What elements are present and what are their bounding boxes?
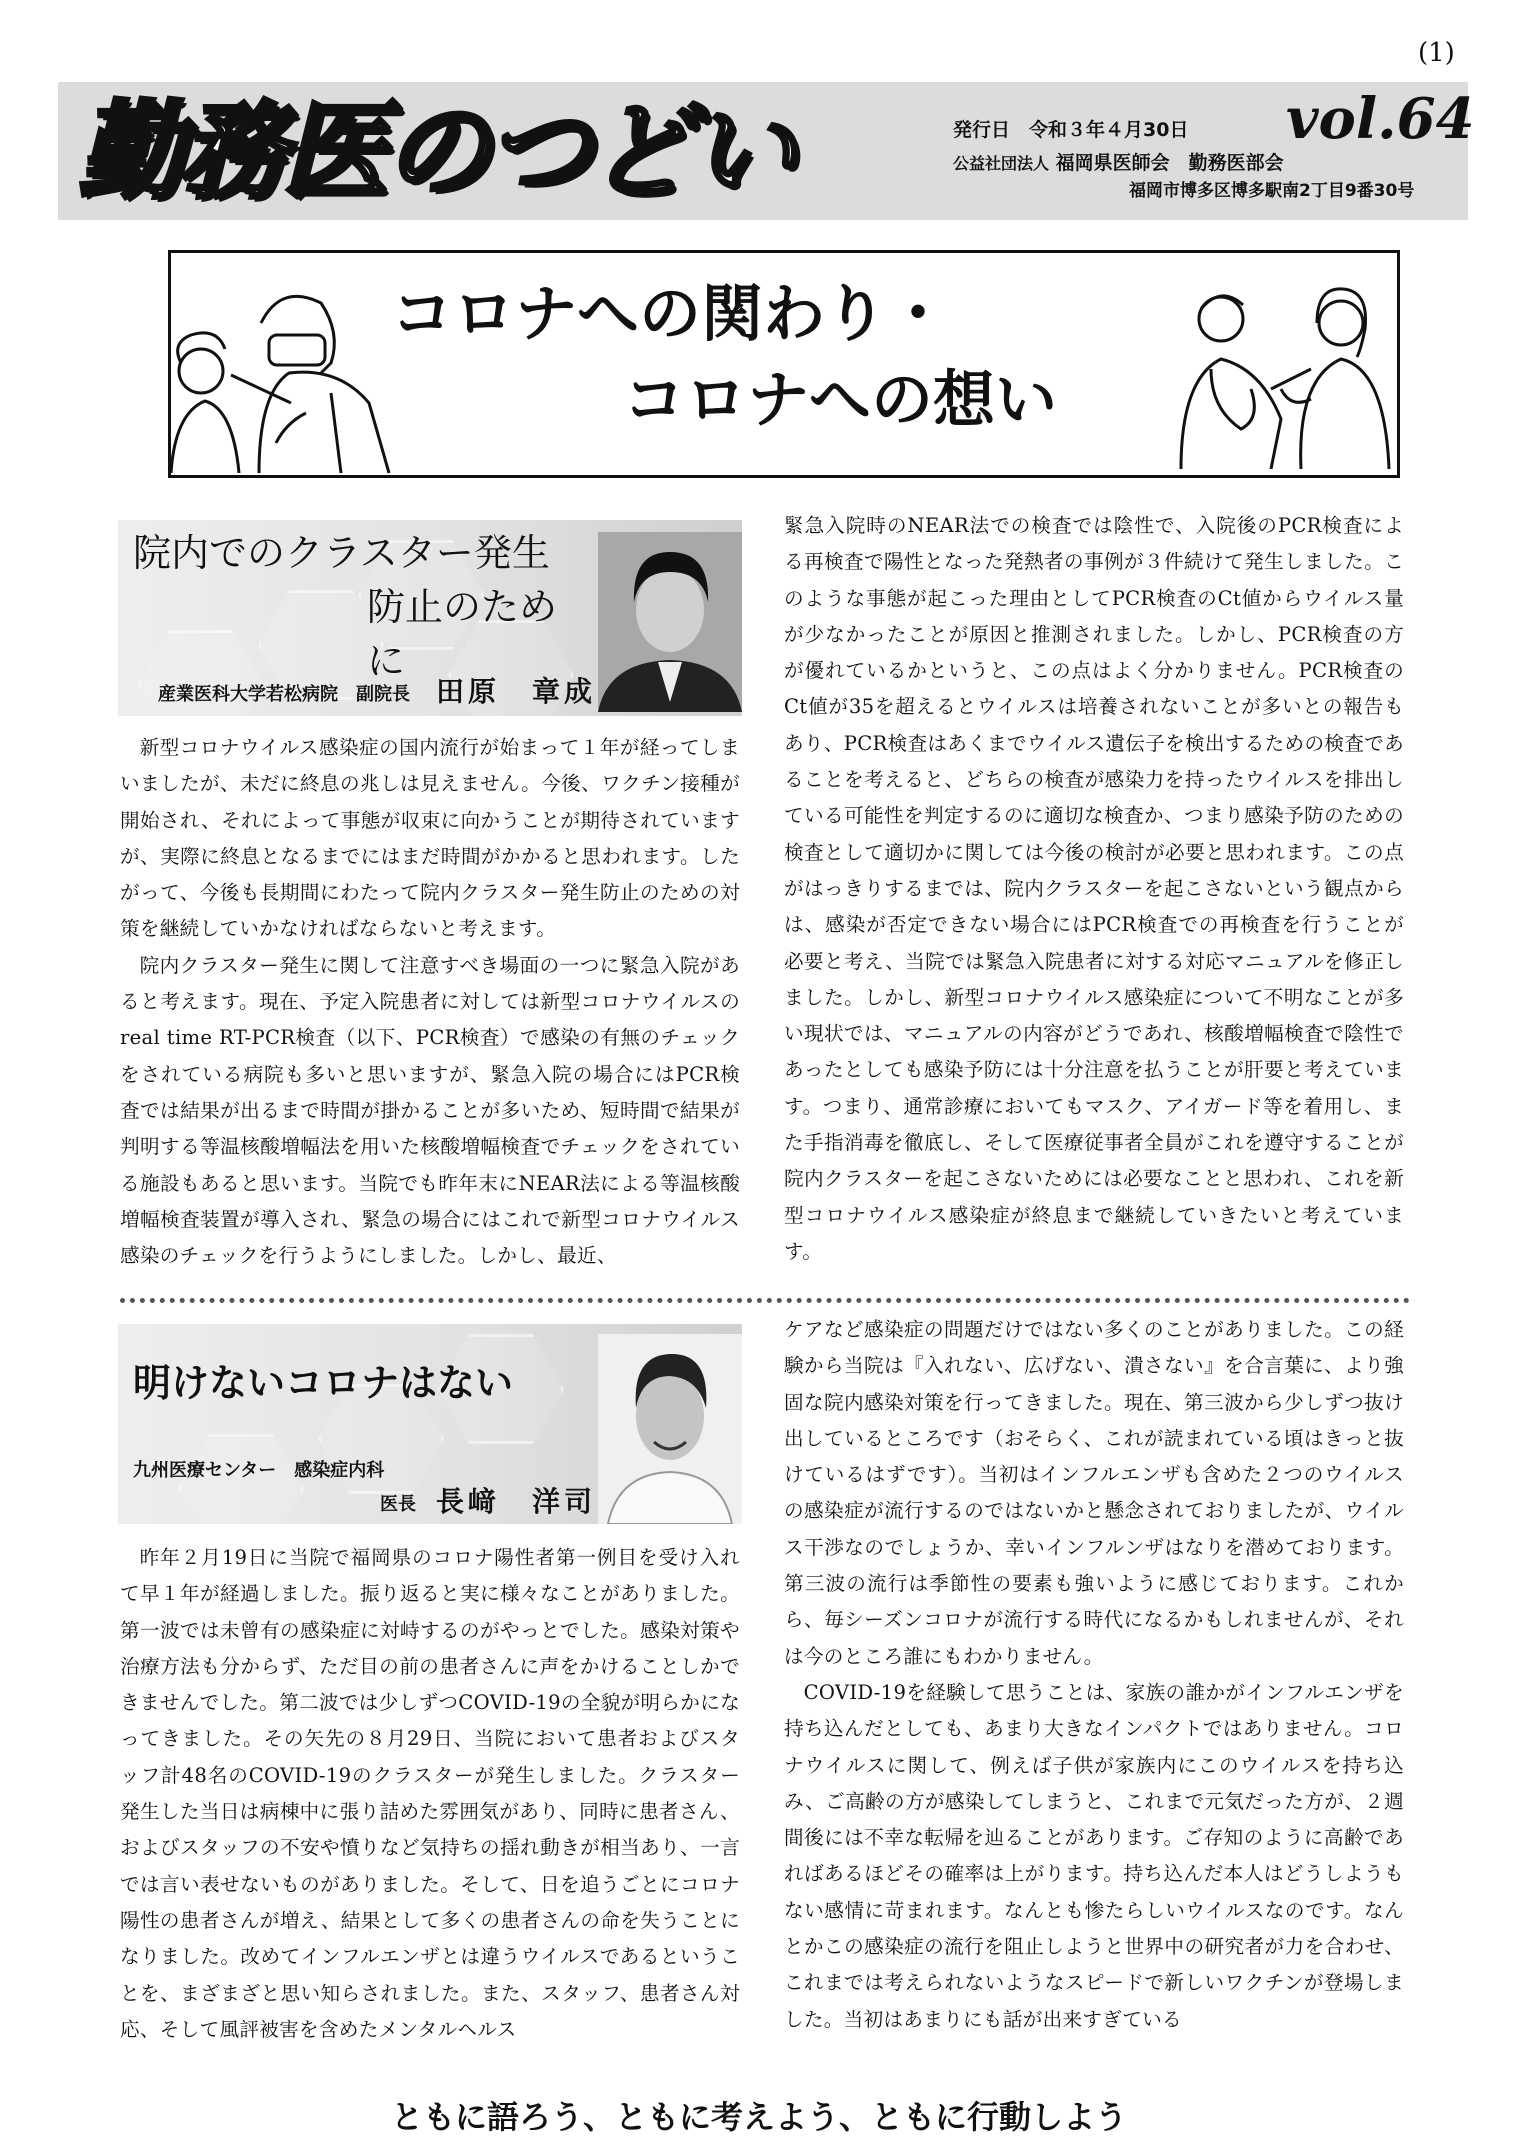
masthead (58, 82, 1475, 220)
newsletter-title: 勤務医のつどい (78, 88, 792, 213)
article2-author-photo (598, 1334, 742, 1524)
author-portrait-icon (598, 1334, 742, 1524)
issue-date: 発行日 令和３年４月30日 (953, 119, 1189, 141)
article1-title-line2: 防止のために (367, 585, 558, 683)
vaccination-illustration-icon (1171, 279, 1401, 479)
page-number: (1) (1418, 38, 1455, 68)
article2-paragraph: COVID-19を経験して思うことは、家族の誰かがインフルエンザを持ち込んだとしても、あまり大きなインパクトではありません。コロナウイルスに関して、例えば子供が家族内にこのウイルスを持ち込み、ご高齢の方が感染してしまうと、これまで元気だった方が、２週間後には不幸な転帰を辿ることがあります。ご存知のように高齢であればあるほどその確率は上がります。持ち込んだ本人はどうしようもない感情に苛まれます。なんとも惨たらしいウイルスなのです。なんとかこの感染症の流行を阻止しようと世界中の研究者が力を合わせ、これまでは考えられないようなスピードで新しいワクチンが登場しました。当初はあまりにも話が出来すぎている (784, 1680, 1404, 2031)
banner-title-line2: コロナへの想い (623, 363, 1058, 436)
volume-number: vol.64 (1286, 86, 1475, 152)
article1-header (118, 520, 742, 716)
article2-author: 長﨑 洋司 (436, 1485, 597, 1518)
article2-paragraph: ケアなど感染症の問題だけではない多くのことがありました。この経験から当院は『入れない、広げない、潰さない』を合言葉に、より強固な院内感染対策を行ってきました。現在、第三波から少しずつ抜け出しているところです（おそらく、これが読まれている頃はきっと抜けているはずです）。当初はインフルエンザも含めた２つのウイルスの感染症が流行するのではないかと懸念されておりましたが、ウイルス干渉なのでしょうか、幸いインフルンザはなりを潜めております。第三波の流行は季節性の要素も強いように感じております。これから、毎シーズンコロナが流行する時代になるかもしれませんが、それは今のところ誰にもわかりません。 (784, 1318, 1404, 1668)
publisher-name: 福岡県医師会 勤務医部会 (1055, 152, 1284, 174)
footer-slogan: ともに語ろう、ともに考えよう、ともに行動しよう (390, 2098, 1127, 2136)
banner-title (391, 271, 1191, 443)
feature-banner (168, 250, 1400, 478)
article2-title: 明けないコロナはない (133, 1361, 514, 1405)
article1-author-photo (598, 532, 742, 712)
article1-paragraph: 緊急入院時のNEAR法での検査では陰性で、入院後のPCR検査による再検査で陽性となった発熱者の事例が３件続けて発生しました。このような事態が起こった理由としてPCR検査のCt値からウイルス量が少なかったことが原因と推測されました。しかし、PCR検査の方が優れているかというと、この点はよく分かりません。PCR検査のCt値が35を超えるとウイルスは培養されないことが多いとの報告もあり、PCR検査はあくまでウイルス遺伝子を検出するための検査であることを考えると、どちらの検査が感染力を持ったウイルスを排出している可能性を判定するのに適切な検査か、つまり感染予防のための検査として適切かに関しては今後の検討が必要と思われます。この点がはっきりするまでは、院内クラスターを起こさないという観点からは、感染が否定できない場合にはPCR検査での再検査を行うことが必要と考え、当院では緊急入院患者に対する対応マニュアルを修正しました。しかし、新型コロナウイルス感染症について不明なことが多い現状では、マニュアルの内容がどうであれ、核酸増幅検査で陰性であったとしても感染予防には十分注意を払うことが肝要と考えています。つまり、通常診療においてもマスク、アイガード等を着用し、また手指消毒を徹底し、そして医療従事者全員がこれを遵守することが院内クラスターを起こさないためには必要なことと思われ、これを新型コロナウイルス感染症が終息まで継続していきたいと考えています。 (784, 514, 1404, 1263)
publisher-address: 福岡市博多区博多駅南2丁目9番30号 (1129, 181, 1415, 201)
article1-right-column (784, 508, 1404, 1270)
article2-paragraph: 昨年２月19日に当院で福岡県のコロナ陽性者第一例目を受け入れて早１年が経過しました。振り返ると実に様々なことがありました。第一波では未曾有の感染症に対峙するのがやっとでした。感染対策や治療方法も分からず、ただ目の前の患者さんに声をかけることしかできませんでした。第二波では少しずつCOVID-19の全貌が明らかになってきました。その矢先の８月29日、当院において患者およびスタッフ計48名のCOVID-19のクラスターが発生しました。クラスター発生した当日は病棟中に張り詰めた雰囲気があり、同時に患者さん、およびスタッフの不安や憤りなど気持ちの揺れ動きが相当あり、一言では言い表せないものがありました。そして、日を追うごとにコロナ陽性の患者さんが増え、結果として多くの患者さんの命を失うことになりました。改めてインフルエンザとは違うウイルスであるということを、まざまざと思い知らされました。また、スタッフ、患者さん対応、そして風評被害を含めたメンタルヘルス (120, 1546, 740, 2041)
article1-title-line1: 院内でのクラスター発生 (133, 531, 550, 575)
article-divider (120, 1298, 1410, 1303)
article2-right-column (784, 1312, 1404, 2038)
article2-left-column (120, 1540, 740, 2048)
banner-title-line1: コロナへの関わり・ (391, 277, 950, 350)
publisher-prefix: 公益社団法人 (953, 154, 1050, 173)
author-portrait-icon (598, 532, 742, 712)
pcr-swab-illustration-icon (141, 283, 401, 483)
article1-author: 田原 章成 (436, 675, 597, 708)
article1-paragraph: 院内クラスター発生に関して注意すべき場面の一つに緊急入院があると考えます。現在、予定入院患者に対しては新型コロナウイルスのreal time RT-PCR検査（以下、PCR検査）で感染の有無のチェックをされている病院も多いと思いますが、緊急入院の場合にはPCR検査では結果が出るまで時間が掛かることが多いため、短時間で結果が判明する等温核酸増幅法を用いた核酸増幅検査でチェックをされている施設もあると思います。当院でも昨年末にNEAR法による等温核酸増幅検査装置が導入され、緊急の場合にはこれで新型コロナウイルス感染のチェックを行うようにしました。しかし、最近、 (120, 953, 740, 1268)
article1-affiliation: 産業医科大学若松病院 副院長 (158, 684, 410, 705)
article1-title (133, 526, 593, 688)
article1-left-column (120, 730, 740, 1274)
article2-header (118, 1324, 742, 1524)
article1-paragraph: 新型コロナウイルス感染症の国内流行が始まって１年が経ってしまいましたが、未だに終息の兆しは見えません。今後、ワクチン接種が開始され、それによって事態が収束に向かうことが期待されていますが、実際に終息となるまでにはまだ時間がかかると思われます。したがって、今後も長期間にわたって院内クラスター発生防止のための対策を継続していかなければならないと考えます。 (120, 736, 740, 941)
article2-affiliation: 九州医療センター 感染症内科 (133, 1460, 385, 1481)
article2-position: 医長 (380, 1494, 416, 1515)
